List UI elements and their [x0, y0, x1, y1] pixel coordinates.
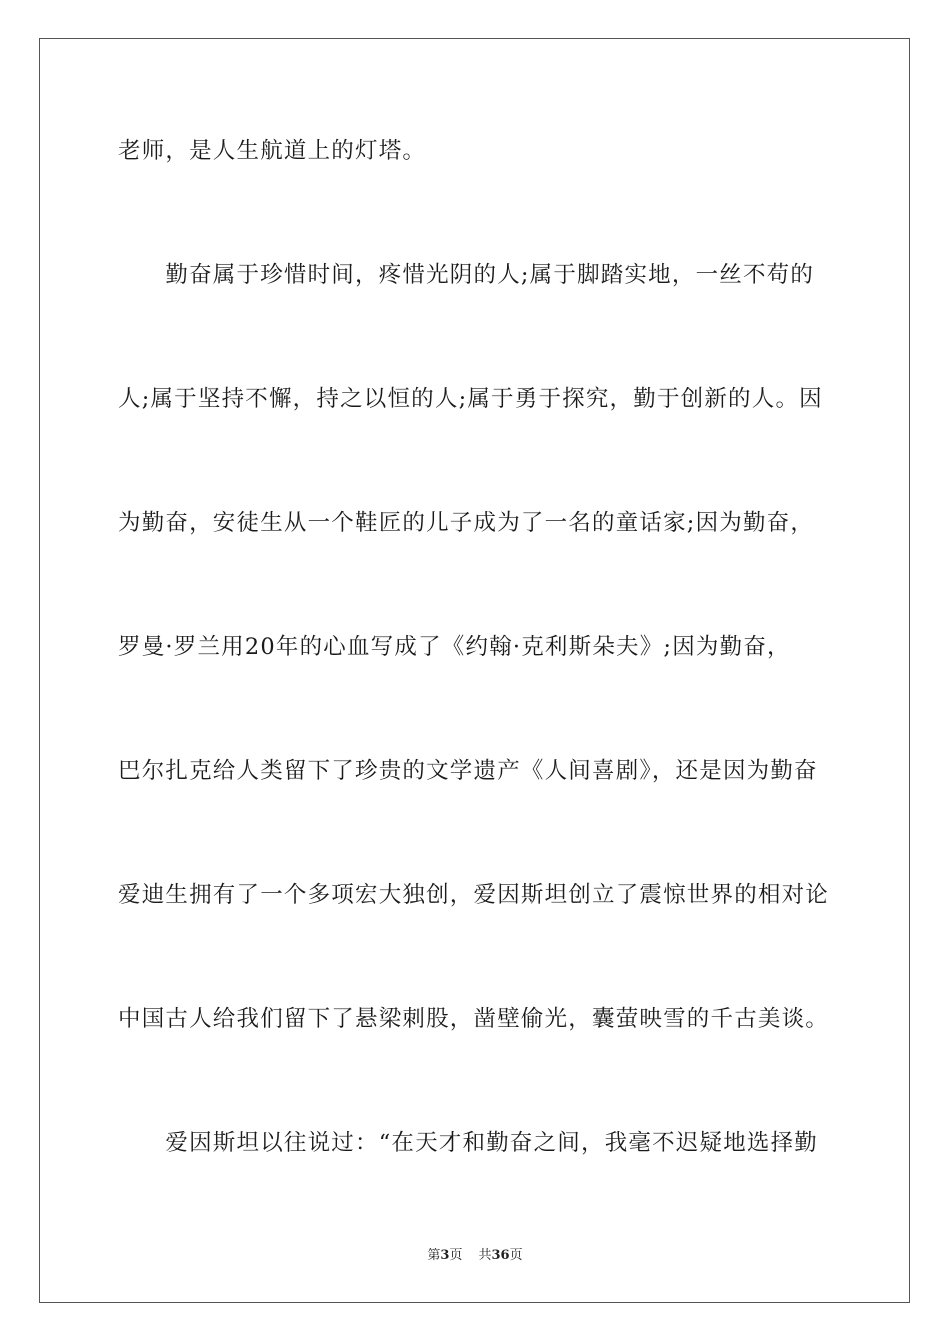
text-line-1: 老师，是人生航道上的灯塔。	[118, 138, 427, 164]
text-line-2: 勤奋属于珍惜时间，疼惜光阴的人;属于脚踏实地，一丝不苟的	[118, 262, 815, 288]
text-line-9: 爱因斯坦以往说过：“在天才和勤奋之间，我毫不迟疑地选择勤	[118, 1130, 819, 1156]
page-footer	[0, 1247, 950, 1265]
text-line-6: 巴尔扎克给人类留下了珍贵的文学遗产《人间喜剧》，还是因为勤奋	[118, 758, 818, 784]
text-line-4: 为勤奋，安徒生从一个鞋匠的儿子成为了一名的童话家;因为勤奋，	[118, 510, 815, 536]
page-prefix: 第	[427, 1248, 441, 1263]
page-border	[39, 38, 910, 1303]
total-suffix: 页	[509, 1248, 523, 1263]
page-number: 3	[440, 1248, 450, 1263]
page-suffix: 页	[449, 1248, 463, 1263]
total-prefix: 共	[478, 1248, 492, 1263]
text-line-8: 中国古人给我们留下了悬梁刺股，凿壁偷光，囊萤映雪的千古美谈。	[118, 1006, 830, 1032]
text-line-7: 爱迪生拥有了一个多项宏大独创，爱因斯坦创立了震惊世界的相对论	[118, 882, 830, 908]
text-line-5: 罗曼·罗兰用20年的心血写成了《约翰·克利斯朵夫》;因为勤奋，	[118, 634, 791, 660]
text-line-3: 人;属于坚持不懈，持之以恒的人;属于勇于探究，勤于创新的人。因	[118, 386, 823, 412]
total-pages: 36	[491, 1248, 510, 1263]
